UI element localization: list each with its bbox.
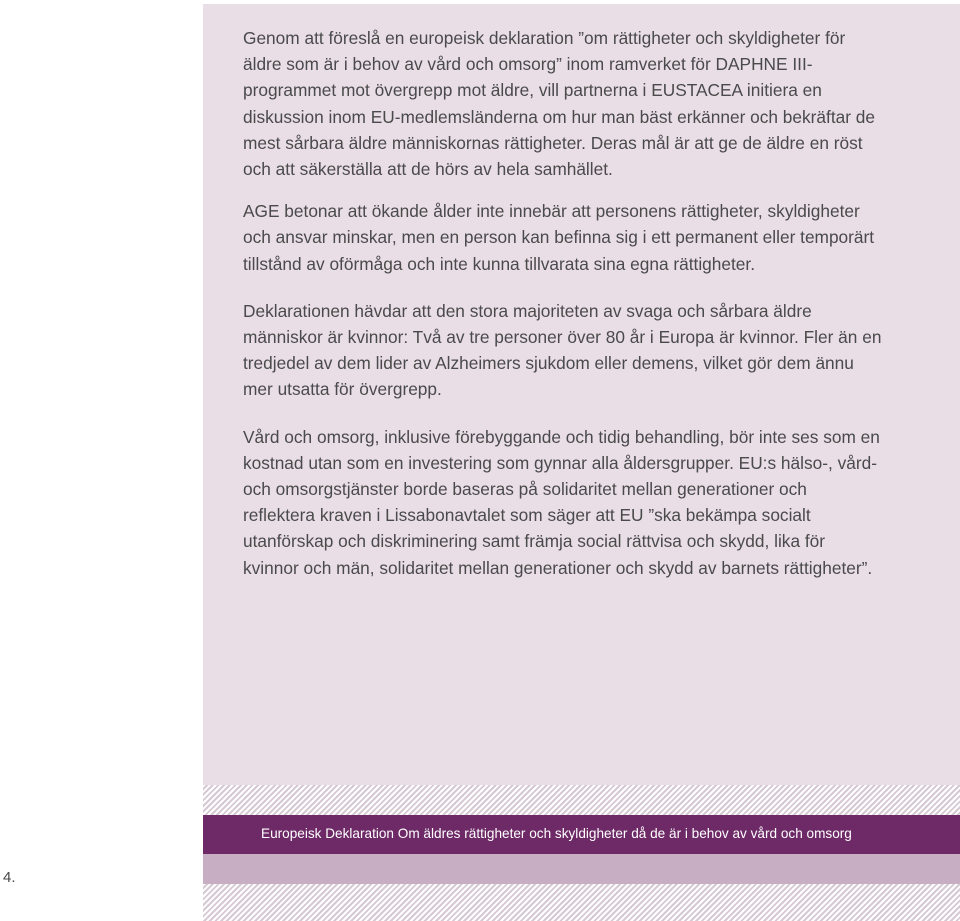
footer-title: Europeisk Deklaration Om äldres rättigheter och skyldigheter då de är i behov av vård och omsorg — [261, 826, 852, 841]
body-text — [243, 25, 883, 602]
paragraph-care: Vård och omsorg, inklusive förebyggande och tidig behandling, bör inte ses som en kostnad utan som en investering som gynnar alla åldersgrupper. EU:s hälso-, vård- och omsorgstjänster borde baseras på solidaritet mellan generationer och reflektera kraven i Lissabonavtalet som säger att EU ”ska bekämpa socialt utanförskap och diskriminering samt främja social rättvisa och skydd, lika för kvinnor och män, solidaritet mellan generationer och skydd av barnets rättigheter”. — [243, 426, 880, 578]
hatch-band-bottom — [203, 884, 960, 921]
hatch-band-top — [203, 785, 960, 815]
paragraph-age: AGE betonar att ökande ålder inte innebär att personens rättigheter, skyldigheter och ansvar minskar, men en person kan befinna sig i ett permanent eller temporärt tillstånd av oförmåga och inte kunna tillvarata sina egna rättigheter. — [243, 201, 875, 274]
footer-bar — [203, 815, 960, 854]
paragraph-intro: Genom att föreslå en europeisk deklaration ”om rättigheter och skyldigheter för äldre som är i behov av vård och omsorg” inom ramverket för DAPHNE III-programmet mot övergrepp mot äldre, vill partnerna i EUSTACEA initiera en diskussion inom EU-medlemsländerna om hur man bäst erkänner och bekräftar de mest sårbara äldre människornas rättigheter. Deras mål är att ge de äldre en röst och att säkerställa att de hörs av hela samhället. — [243, 28, 876, 180]
footer-strip — [203, 854, 960, 884]
page-number: 4. — [3, 869, 16, 886]
paragraph-declaration: Deklarationen hävdar att den stora majoriteten av svaga och sårbara äldre människor är kvinnor: Två av tre personer över 80 år i Europa är kvinnor. Fler än en tredjedel av dem lider av Alzheimers sjukdom eller demens, vilket gör dem ännu mer utsatta för övergrepp. — [243, 300, 882, 400]
